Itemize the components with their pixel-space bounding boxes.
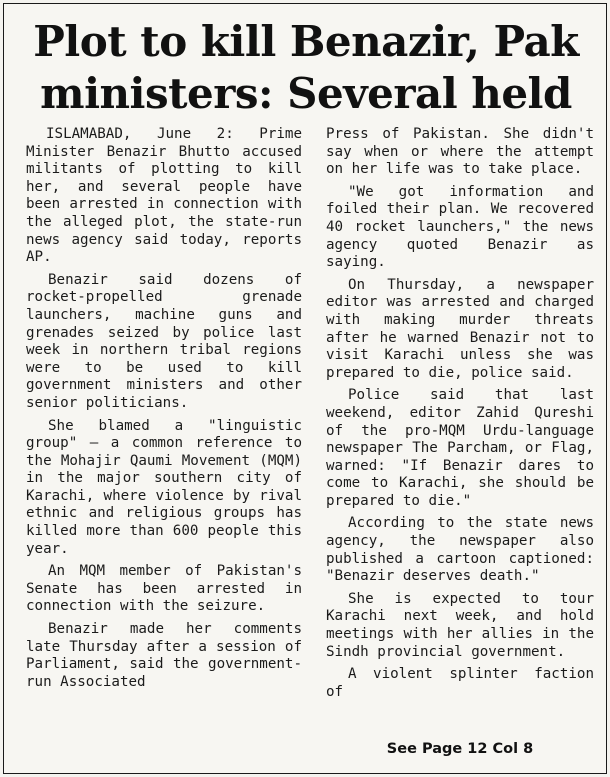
paragraph: Benazir said dozens of rocket-propelled grenade launchers, machine guns and grenades seized by police last week in northern tribal regions were to be used to kill government ministers and other senior politicians. [26,271,302,411]
paragraph: ISLAMABAD, June 2: Prime Minister Benazir Bhutto accused militants of plotting to kill her, and several people have been arrested in connection with the alleged plot, the state-run news agency said today, reports AP. [26,126,302,266]
headline-line-2: ministers: Several held [40,69,572,118]
paragraph: On Thursday, a newspaper editor was arrested and charged with making murder threats after he warned Benazir not to visit Karachi unless she was prepared to die, police said. [326,276,594,381]
paragraph: "We got information and foiled their plan. We recovered 40 rocket launchers," the news agency quoted Benazir as saying. [326,183,594,271]
continuation-note: See Page 12 Col 8 [386,741,534,757]
paragraph: She blamed a "linguistic group" — a common reference to the Mohajir Qaumi Movement (MQM) in the major southern city of Karachi, where violence by rival ethnic and religious groups has killed more than 600 people this year. [26,417,302,557]
paragraph: An MQM member of Pakistan's Senate has been arrested in connection with the seizure. [26,563,302,615]
left-column [26,126,302,696]
paragraph: According to the state news agency, the newspaper also published a cartoon captioned: "Benazir deserves death." [326,515,594,585]
news-clipping [3,3,607,774]
paragraph: Benazir made her comments late Thursday after a session of Parliament, said the government-run Associated [26,621,302,690]
right-column [326,126,594,706]
paragraph: She is expected to tour Karachi next week, and hold meetings with her allies in the Sindh provincial government. [326,590,594,660]
paragraph: A violent splinter faction of [326,666,594,700]
paragraph: Press of Pakistan. She didn't say when or where the attempt on her life was to take place. [326,126,594,178]
headline [4,16,607,120]
headline-line-1: Plot to kill Benazir, Pak [33,17,579,66]
paragraph: Police said that last weekend, editor Zahid Qureshi of the pro-MQM Urdu-language newspaper The Parcham, or Flag, warned: "If Benazir dares to come to Karachi, she should be prepared to die." [326,387,594,509]
